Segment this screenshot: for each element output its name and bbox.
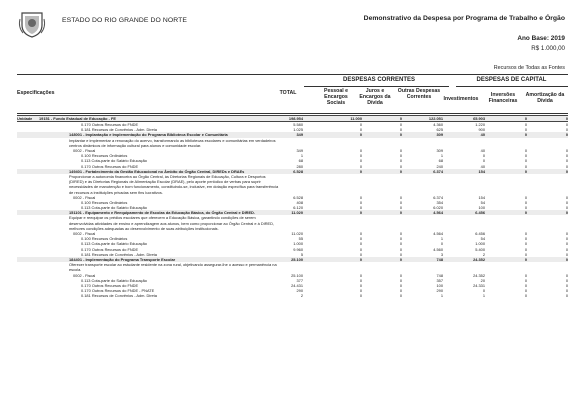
cell-juros: 0 xyxy=(399,236,402,242)
program-description: Proporcionar a autonomia financeira ao Órgão Central, às Diretorias Regionais de Educação, Cultura e Desportos (DIRED) e às Diretorias Regionais de Alimentação Escolar (DRAE), pelo aporte periódico de verbas para suprir necessidades de manutenção e bom funcionamento, constituindo-se, inclusive, em dotação específica para transferência de recursos a instituições privadas sem fins lucrativos. xyxy=(69,173,279,195)
cell-pessoal: 0 xyxy=(359,257,362,263)
cell-inversoes: 0 xyxy=(524,122,527,127)
row-label: 0002 - Fiscal xyxy=(73,231,96,237)
coat-of-arms-logo xyxy=(17,9,47,39)
cell-inversoes: 0 xyxy=(524,257,527,263)
row-label: 0.113 Cota-parte do Salário Educação xyxy=(81,277,147,283)
cell-amortizacao: 0 xyxy=(565,277,568,283)
row-label: 0002 - Fiscal xyxy=(73,194,96,200)
cell-investimentos: 100 xyxy=(478,205,485,211)
cell-inversoes: 0 xyxy=(524,251,527,257)
row-label: 0.100 Recursos Ordinários xyxy=(81,236,128,242)
cell-amortizacao: 0 xyxy=(565,168,568,174)
cell-amortizacao: 0 xyxy=(565,293,568,299)
cell-investimentos: 900 xyxy=(478,127,485,133)
cell-pessoal: 0 xyxy=(359,293,362,299)
cell-total: 290 xyxy=(296,288,303,294)
cell-total: 25.100 xyxy=(291,272,303,278)
cell-investimentos: 0 xyxy=(482,158,485,164)
cell-pessoal: 0 xyxy=(359,210,362,216)
unidade-name: 19151 - Fundo Estadual de Educação - FE xyxy=(39,116,116,121)
cell-juros: 0 xyxy=(399,147,402,153)
cell-total: 55 xyxy=(298,236,303,242)
unidade-juros: 0 xyxy=(399,116,402,121)
cell-investimentos: 154 xyxy=(478,194,485,200)
cell-investimentos: 24.331 xyxy=(473,282,485,288)
program-description: Oferecer transporte escolar ao estudante residente na zona rural, objetivando assegurar-lhe o acesso e permanência na escola. xyxy=(69,262,277,273)
cell-pessoal: 0 xyxy=(359,231,362,237)
row-label: 148001 - Implantação e Implementação do Programa Biblioteca Escolar e Comunitária xyxy=(69,132,228,138)
cell-investimentos: 0 xyxy=(482,288,485,294)
recursos-label: Recursos de Todas as Fontes xyxy=(493,65,565,71)
cell-amortizacao: 0 xyxy=(565,132,568,138)
cell-amortizacao: 0 xyxy=(565,210,568,216)
cell-outras: 4.564 xyxy=(433,231,443,237)
cell-juros: 0 xyxy=(399,132,402,138)
cell-amortizacao: 0 xyxy=(565,158,568,164)
cell-total: 6.120 xyxy=(293,205,303,211)
cell-investimentos: 1 xyxy=(482,293,485,299)
cell-outras: 625 xyxy=(436,127,443,133)
cell-amortizacao: 0 xyxy=(565,205,568,211)
cell-investimentos: 5.400 xyxy=(475,246,485,252)
cell-total: 5.580 xyxy=(293,122,303,127)
cell-amortizacao: 0 xyxy=(565,251,568,257)
cell-outras: 0 xyxy=(440,241,443,247)
cell-outras: 6.374 xyxy=(433,168,443,174)
cell-total: 11.020 xyxy=(291,210,303,216)
cell-investimentos: 54 xyxy=(480,236,485,242)
state-name: ESTADO DO RIO GRANDE DO NORTE xyxy=(62,17,188,24)
source-row xyxy=(17,293,568,298)
unidade-amortizacao: 0 xyxy=(565,116,568,121)
cell-pessoal: 0 xyxy=(359,163,362,169)
cell-pessoal: 0 xyxy=(359,205,362,211)
unidade-pessoal: 11.000 xyxy=(350,116,362,121)
cell-amortizacao: 0 xyxy=(565,153,568,159)
cell-inversoes: 0 xyxy=(524,153,527,159)
cell-amortizacao: 0 xyxy=(565,194,568,200)
cell-juros: 0 xyxy=(399,241,402,247)
cell-pessoal: 0 xyxy=(359,282,362,288)
cell-inversoes: 0 xyxy=(524,293,527,299)
row-label: 149401 - Fortalecimento da Gestão Educacional no Âmbito do Órgão Central, DIREDs e DRAEs xyxy=(69,168,245,174)
cell-outras: 68 xyxy=(438,158,443,164)
cell-investimentos: 6.456 xyxy=(475,231,485,237)
cell-inversoes: 0 xyxy=(524,210,527,216)
cell-inversoes: 0 xyxy=(524,236,527,242)
cell-pessoal: 0 xyxy=(359,132,362,138)
cell-outras: 309 xyxy=(436,132,443,138)
cell-outras: 6.374 xyxy=(433,194,443,200)
cell-inversoes: 0 xyxy=(524,277,527,283)
col-investimentos: Investimentos xyxy=(443,96,479,102)
cell-total: 11.020 xyxy=(291,231,303,237)
cell-pessoal: 0 xyxy=(359,288,362,294)
col-pessoal: Pessoal e Encargos Sociais xyxy=(324,88,348,107)
cell-total: 280 xyxy=(296,163,303,169)
cell-total: 377 xyxy=(296,277,303,283)
group-capital-rule xyxy=(456,86,568,87)
cell-pessoal: 0 xyxy=(359,241,362,247)
cell-juros: 0 xyxy=(399,127,402,133)
row-label: 0.170 Outros Recursos do FNDE xyxy=(81,246,139,252)
cell-investimentos: 24.352 xyxy=(473,257,485,263)
cell-juros: 0 xyxy=(399,158,402,164)
cell-amortizacao: 0 xyxy=(565,246,568,252)
row-label: 0.113 Cota-parte do Salário Educação xyxy=(81,158,147,164)
cell-inversoes: 0 xyxy=(524,272,527,278)
program-description: Implantar e implementar a renovação do acervo, transformando as bibliotecas escolares e comunitárias em verdadeiros centros dinâmicos de informação cultural para alunos e comunidade escolar. xyxy=(69,137,276,148)
col-amortizacao: Amortização da Dívida xyxy=(525,92,565,105)
group-despesas-correntes: DESPESAS CORRENTES xyxy=(342,77,415,83)
row-label: 0.170 Outros Recursos do FNDE - PNATE xyxy=(81,288,155,294)
group-correntes-rule xyxy=(304,86,449,87)
col-especificacoes: Especificações xyxy=(17,90,55,96)
cell-total: 349 xyxy=(296,132,303,138)
cell-inversoes: 0 xyxy=(524,127,527,133)
cell-total: 9.960 xyxy=(293,246,303,252)
cell-inversoes: 0 xyxy=(524,168,527,174)
cell-pessoal: 0 xyxy=(359,122,362,127)
cell-pessoal: 0 xyxy=(359,246,362,252)
row-label: 0.113 Cota-parte do Salário Educação xyxy=(81,241,147,247)
row-label: 0002 - Fiscal xyxy=(73,272,96,278)
cell-juros: 0 xyxy=(399,282,402,288)
cell-investimentos: 0 xyxy=(482,153,485,159)
cell-investimentos: 6.456 xyxy=(475,210,485,216)
cell-amortizacao: 0 xyxy=(565,231,568,237)
cell-investimentos: 2 xyxy=(482,251,485,257)
row-label: 0.113 Cota-parte do Salário Educação xyxy=(81,205,147,211)
cell-amortizacao: 0 xyxy=(565,257,568,263)
row-label: 0.170 Outros Recursos do FNDE xyxy=(81,163,139,169)
cell-investimentos: 1.220 xyxy=(475,122,485,127)
cell-juros: 0 xyxy=(399,199,402,205)
cell-outras: 240 xyxy=(436,163,443,169)
cell-investimentos: 40 xyxy=(480,132,485,138)
cell-total: 68 xyxy=(298,158,303,164)
cell-outras: 357 xyxy=(436,277,443,283)
col-inversoes: Inversões Financeiras xyxy=(488,92,518,105)
unidade-outras: 122.051 xyxy=(428,116,443,121)
row-label: 184401 - Implementação do Programa Transporte Escolar xyxy=(69,257,176,263)
cell-juros: 0 xyxy=(399,251,402,257)
cell-juros: 0 xyxy=(399,194,402,200)
cell-pessoal: 0 xyxy=(359,251,362,257)
cell-inversoes: 0 xyxy=(524,288,527,294)
cell-pessoal: 0 xyxy=(359,199,362,205)
cell-outras: 748 xyxy=(436,272,443,278)
group-despesas-capital: DESPESAS DE CAPITAL xyxy=(476,77,547,83)
cell-inversoes: 0 xyxy=(524,194,527,200)
row-label: 0.100 Recursos Ordinários xyxy=(81,153,128,159)
cell-total: 25.100 xyxy=(291,257,303,263)
program-description: Equipar e reequipar os prédios escolares que oferecem a Educação Básica, garantindo condições de serem desenvolvidas atividades de ensino e aprendizagem aos alunos, bem como proporcionar ao Órgão Central e à DIRED, melhores condições adequadas ao desenvolvimento de suas atribuições institucionais. xyxy=(69,215,275,231)
unidade-label: Unidade xyxy=(17,116,33,121)
cell-outras: 4.360 xyxy=(433,122,443,127)
cell-juros: 0 xyxy=(399,210,402,216)
cell-inversoes: 0 xyxy=(524,147,527,153)
cell-total: 2 xyxy=(300,293,303,299)
cell-total: 349 xyxy=(296,147,303,153)
cell-outras: 748 xyxy=(436,257,443,263)
cell-investimentos: 40 xyxy=(480,147,485,153)
cell-total: 6.528 xyxy=(293,194,303,200)
cell-juros: 0 xyxy=(399,272,402,278)
cell-juros: 0 xyxy=(399,277,402,283)
cell-pessoal: 0 xyxy=(359,158,362,164)
unidade-inversoes: 0 xyxy=(524,116,527,121)
row-label: 0.181 Recursos de Convênios - Adm. Direta xyxy=(81,127,157,133)
cell-juros: 0 xyxy=(399,293,402,299)
col-total: TOTAL xyxy=(279,90,297,96)
cell-pessoal: 0 xyxy=(359,147,362,153)
cell-investimentos: 40 xyxy=(480,163,485,169)
cell-pessoal: 0 xyxy=(359,194,362,200)
row-label: 0.170 Outros Recursos do FNDE xyxy=(81,122,139,127)
row-label: 151101 - Equipamento e Reequipamento de Escolas da Educação Básica, do Órgão Central e DIRED. xyxy=(69,210,255,216)
cell-juros: 0 xyxy=(399,168,402,174)
cell-amortizacao: 0 xyxy=(565,241,568,247)
row-label: 0002 - Fiscal xyxy=(73,147,96,153)
cell-juros: 0 xyxy=(399,163,402,169)
unidade-total: 198.954 xyxy=(288,116,303,121)
cell-investimentos: 20 xyxy=(480,277,485,283)
row-label: 0.181 Recursos de Convênios - Adm. Direta xyxy=(81,293,157,299)
cell-inversoes: 0 xyxy=(524,205,527,211)
cell-pessoal: 0 xyxy=(359,153,362,159)
ano-base: Ano Base: 2019 xyxy=(517,35,565,42)
col-outras: Outras Despesas Correntes xyxy=(397,88,441,101)
cell-investimentos: 24.352 xyxy=(473,272,485,278)
document-title: Demonstrativo da Despesa por Programa de Trabalho e Órgão xyxy=(363,15,565,22)
cell-total: 1 xyxy=(300,153,303,159)
cell-outras: 3 xyxy=(440,251,443,257)
cell-investimentos: 54 xyxy=(480,199,485,205)
cell-amortizacao: 0 xyxy=(565,282,568,288)
row-label: 0.170 Outros Recursos do FNDE xyxy=(81,282,139,288)
cell-outras: 290 xyxy=(436,288,443,294)
cell-juros: 0 xyxy=(399,288,402,294)
row-label: 0.181 Recursos de Convênios - Adm. Direta xyxy=(81,251,157,257)
cell-outras: 309 xyxy=(436,147,443,153)
cell-amortizacao: 0 xyxy=(565,147,568,153)
cell-total: 408 xyxy=(296,199,303,205)
cell-juros: 0 xyxy=(399,246,402,252)
cell-pessoal: 0 xyxy=(359,168,362,174)
cell-outras: 4.564 xyxy=(433,210,443,216)
cell-total: 5 xyxy=(300,251,303,257)
cell-outras: 100 xyxy=(436,282,443,288)
header-bottom-rule xyxy=(17,113,568,114)
cell-inversoes: 0 xyxy=(524,163,527,169)
cell-inversoes: 0 xyxy=(524,246,527,252)
cell-inversoes: 0 xyxy=(524,158,527,164)
cell-inversoes: 0 xyxy=(524,199,527,205)
cell-amortizacao: 0 xyxy=(565,288,568,294)
cell-juros: 0 xyxy=(399,153,402,159)
cell-juros: 0 xyxy=(399,231,402,237)
row-label: 0.100 Recursos Ordinários xyxy=(81,199,128,205)
cell-juros: 0 xyxy=(399,257,402,263)
cell-pessoal: 0 xyxy=(359,277,362,283)
cell-inversoes: 0 xyxy=(524,282,527,288)
cell-amortizacao: 0 xyxy=(565,163,568,169)
col-juros: Juros e Encargos da Dívida xyxy=(359,88,391,107)
cell-pessoal: 0 xyxy=(359,236,362,242)
cell-amortizacao: 0 xyxy=(565,127,568,133)
cell-investimentos: 1.000 xyxy=(475,241,485,247)
cell-investimentos: 154 xyxy=(478,168,485,174)
unidade-investimentos: 65.903 xyxy=(473,116,485,121)
cell-outras: 1 xyxy=(440,293,443,299)
cell-pessoal: 0 xyxy=(359,272,362,278)
cell-juros: 0 xyxy=(399,122,402,127)
cell-inversoes: 0 xyxy=(524,231,527,237)
cell-outras: 1 xyxy=(440,153,443,159)
cell-total: 24.431 xyxy=(291,282,303,288)
cell-total: 1.025 xyxy=(293,127,303,133)
cell-pessoal: 0 xyxy=(359,127,362,133)
cell-amortizacao: 0 xyxy=(565,236,568,242)
program-table-body xyxy=(17,122,568,299)
cell-amortizacao: 0 xyxy=(565,272,568,278)
cell-amortizacao: 0 xyxy=(565,199,568,205)
cell-outras: 6.020 xyxy=(433,205,443,211)
cell-juros: 0 xyxy=(399,205,402,211)
cell-outras: 4.560 xyxy=(433,246,443,252)
cell-inversoes: 0 xyxy=(524,241,527,247)
cell-inversoes: 0 xyxy=(524,132,527,138)
currency-unit: R$ 1.000,00 xyxy=(531,45,565,52)
cell-total: 6.528 xyxy=(293,168,303,174)
cell-outras: 354 xyxy=(436,199,443,205)
cell-outras: 1 xyxy=(440,236,443,242)
cell-amortizacao: 0 xyxy=(565,122,568,127)
cell-total: 1.000 xyxy=(293,241,303,247)
header-top-rule xyxy=(17,74,568,75)
